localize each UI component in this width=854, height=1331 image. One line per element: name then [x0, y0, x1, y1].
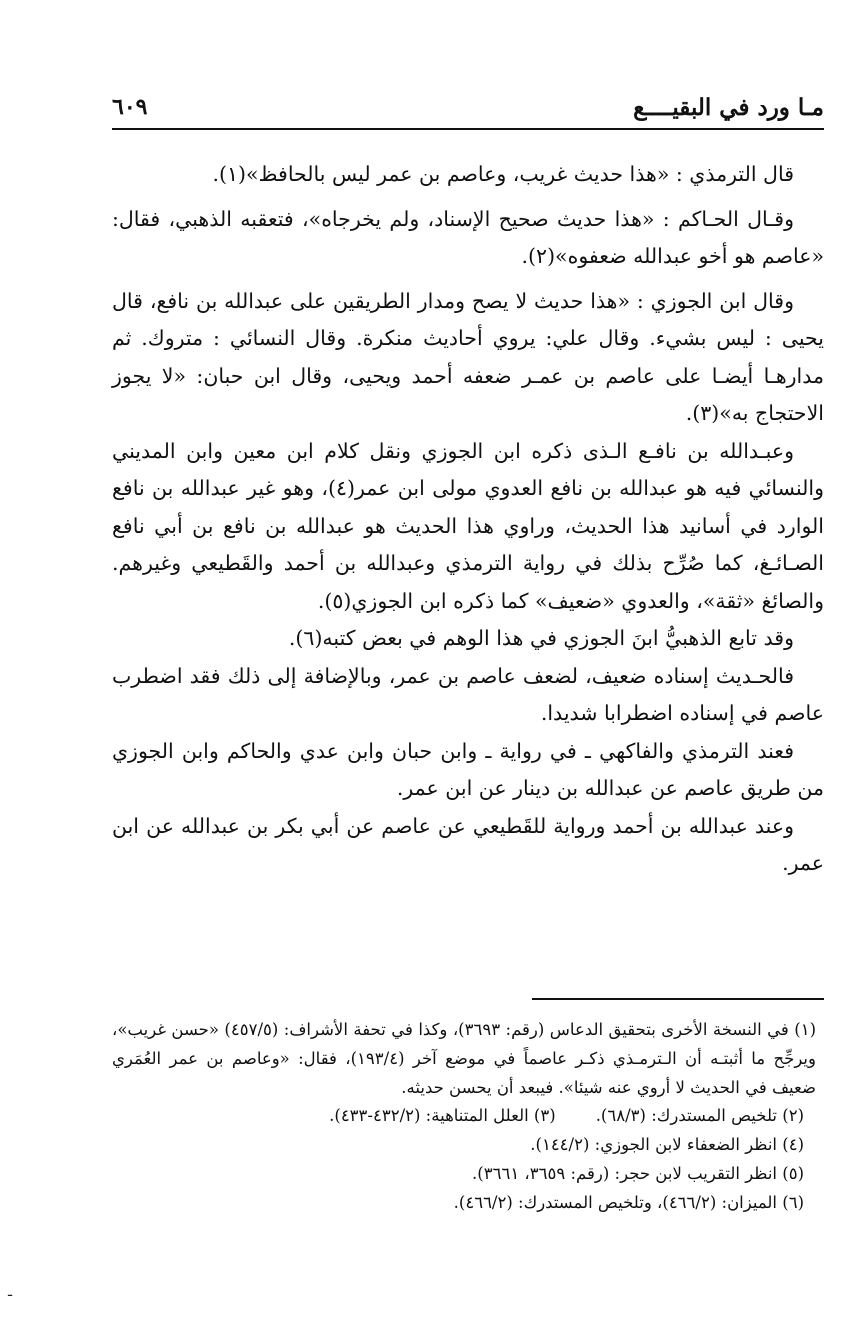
page-number: ٦٠٩ — [112, 94, 148, 120]
paragraph-ibn-al-jawzi: وقال ابن الجوزي : «هذا حديث لا يصح ومدار الطريقين على عبدالله بن نافع، قال يحيى : ليس بشيء. وقال علي: يروي أحاديث منكرة. وقال النسائي : متروك. ثم مدارهـا أيضـا على عاصم بن عمـر ضعفه أحمد ويحيى، وقال ابن حبان: «لا يجوز الاحتجاج به»(٣). — [112, 288, 824, 425]
footnote-3: (٣) العلل المتناهية: (٤٣٢/٢-٤٣٣). — [329, 1106, 556, 1126]
paragraph-tirmidhi-route: فعند الترمذي والفاكهي ـ في رواية ـ وابن حبان وابن عدي والحاكم وابن الجوزي من طريق عاصم عن عبدالله بن دينار عن ابن عمر. — [112, 738, 824, 800]
footnotes — [112, 1016, 816, 1218]
margin-mark: ـ — [8, 1284, 13, 1300]
paragraph-hakim: وقـال الحـاكم : «هذا حديث صحيح الإسناد، ولم يخرجاه»، فتعقبه الذهبي، فقال: «عاصم هو أخو عبدالله ضعفوه»(٢). — [112, 206, 824, 268]
footnote-5: (٥) انظر التقريب لابن حجر: (رقم: ٣٦٥٩، ٣٦٦١). — [472, 1163, 804, 1183]
footnote-6: (٦) الميزان: (٤٦٦/٢)، وتلخيص المستدرك: (٤٦٦/٢). — [453, 1192, 804, 1212]
footnote-2: (٢) تلخيص المستدرك: (٦٨/٣). — [595, 1106, 804, 1126]
page-header — [112, 88, 824, 130]
paragraph-tirmidhi: قال الترمذي : «هذا حديث غريب، وعاصم بن عمر ليس بالحافظ»(١). — [212, 162, 794, 186]
footnote-1: (١) في النسخة الأخرى بتحقيق الدعاس (رقم: ٣٦٩٣)، وكذا في تحفة الأشراف: (٤٥٧/٥) «حسن غريب»، ويرجِّح ما أثبتـه أن الـترمـذي ذكـر عاصماً في موضع آخر (١٩٣/٤)، فقال: «وعاصم بن عمر العُمَري ضعيف في الحديث لا أروي عنه شيئا». فيبعد أن يحسن حديثه. — [112, 1020, 816, 1097]
paragraph-abdullah-bin-nafi: وعبـدالله بن نافـع الـذى ذكره ابن الجوزي ونقل كلام ابن معين وابن المديني والنسائي فيه هو عبدالله بن نافع العدوي مولى ابن عمر(٤)، وهو غير عبدالله بن نافع الوارد في أسانيد هذا الحديث، وراوي هذا الحديث هو عبدالله بن نافع بن أبي نافع الصـائـغ، كما صُرِّح بذلك في رواية الترمذي وعبدالله بن أحمد والقَطيعي وغيرهم. والصائغ «ثقة»، والعدوي «ضعيف» كما ذكره ابن الجوزي(٥). — [112, 438, 824, 613]
main-text — [112, 156, 824, 883]
footnote-4: (٤) انظر الضعفاء لابن الجوزي: (١٤٤/٢). — [530, 1135, 804, 1155]
footnote-separator — [532, 998, 824, 1000]
footnote-row-2-3 — [112, 1102, 816, 1131]
running-title: مـا ورد في البقيــــع — [633, 94, 824, 121]
paragraph-ahmad-route: وعند عبدالله بن أحمد ورواية للقَطيعي عن عاصم عن أبي بكر بن عبدالله عن ابن عمر. — [112, 813, 824, 875]
paragraph-dhahabi: وقد تابع الذهبيُّ ابنَ الجوزي في هذا الوهم في بعض كتبه(٦). — [288, 626, 794, 650]
paragraph-conclusion: فالحـديث إسناده ضعيف، لضعف عاصم بن عمر، وبالإضافة إلى ذلك فقد اضطرب عاصم في إسناده اضطرابا شديدا. — [112, 663, 824, 725]
